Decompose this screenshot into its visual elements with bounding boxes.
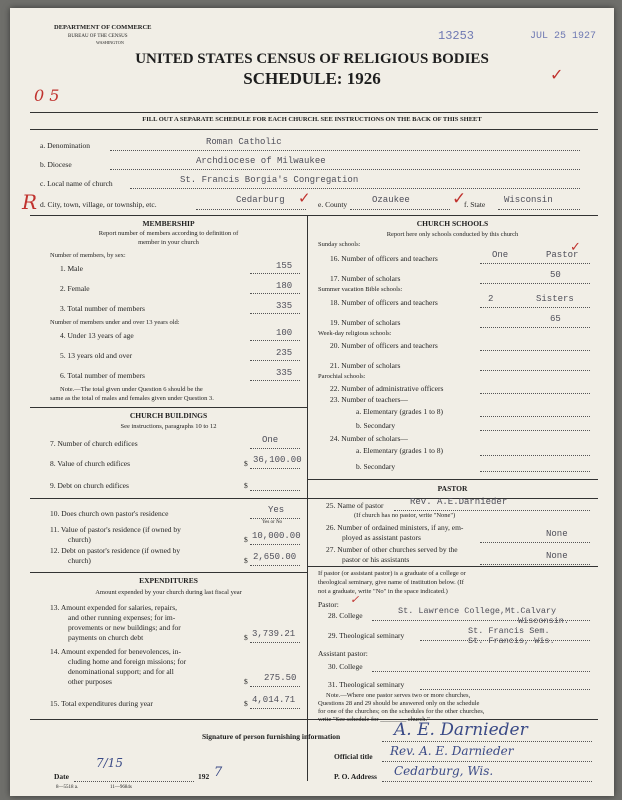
official-title-label: Official title <box>334 752 373 761</box>
fill-line <box>250 313 300 314</box>
q26-value: None <box>546 529 568 539</box>
dollar-sign: $ <box>244 633 248 642</box>
fill-line <box>250 468 300 469</box>
print-code: 11—9684s <box>110 785 132 790</box>
schools-subhead: Summer vacation Bible schools: <box>318 286 403 293</box>
schools-subhead: Parochial schools: <box>318 373 366 380</box>
schedule-title: SCHEDULE: 1926 <box>243 69 381 88</box>
membership-note: same as the total of males and females given under Question 3. <box>50 395 214 402</box>
q11-label: church) <box>68 535 91 544</box>
q12-label: 12. Debt on pastor's residence (if owned by <box>50 546 181 555</box>
diocese-label: b. Diocese <box>40 160 72 169</box>
received-date-stamp: JUL 25 1927 <box>530 31 597 42</box>
q31-label: 31. Theological seminary <box>328 680 405 689</box>
state-value: Wisconsin <box>504 195 553 205</box>
dollar-sign: $ <box>244 556 248 565</box>
county-value: Ozaukee <box>372 195 410 205</box>
check-mark-icon: ✓ <box>298 191 311 207</box>
fill-line <box>250 518 300 519</box>
q11-value: 10,000.00 <box>252 531 301 541</box>
fill-line <box>420 689 590 690</box>
q20-label: 20. Number of officers and teachers <box>330 341 438 350</box>
q16-extra: Pastor <box>546 250 579 260</box>
department-name: DEPARTMENT OF COMMERCE <box>54 24 152 31</box>
fill-line <box>196 209 306 210</box>
q5-value: 235 <box>276 348 293 358</box>
q10-hint: Yes or No <box>262 520 283 525</box>
city-name: WASHINGTON <box>96 40 124 45</box>
pastor-note: write "See schedule for ________ church." <box>318 716 430 723</box>
fill-line <box>130 188 580 189</box>
q14-label: denominational support; and for all <box>68 667 174 676</box>
fill-line <box>382 741 592 742</box>
q1-value: 155 <box>276 261 293 271</box>
fill-line <box>110 150 580 151</box>
fill-line <box>480 542 590 543</box>
check-mark-icon: ✓ <box>452 189 467 208</box>
q6-value: 335 <box>276 368 293 378</box>
fill-line <box>250 273 300 274</box>
q19-label: 19. Number of scholars <box>330 318 401 327</box>
form-title: UNITED STATES CENSUS OF RELIGIOUS BODIES <box>135 51 489 67</box>
q30-label: 30. College <box>328 662 363 671</box>
q8-value: 36,100.00 <box>253 455 302 465</box>
q29-value: St. Francis Sem. <box>468 626 550 636</box>
signature-value: A. E. Darnieder <box>394 720 528 740</box>
column-divider <box>307 215 308 485</box>
dollar-sign: $ <box>244 699 248 708</box>
membership-note: Note.—The total given under Question 6 should be the <box>60 386 203 393</box>
fill-line <box>480 283 590 284</box>
pastor-note: Questions 28 and 29 should be answered only on the schedule <box>318 700 480 707</box>
q28-value-cont: Wisconsin. <box>518 616 570 626</box>
check-mark-icon: ✓ <box>570 239 581 254</box>
print-code: 8—5518 a. <box>56 785 79 790</box>
q28-label: 28. College <box>328 611 363 620</box>
assistant-pastor-label: Assistant pastor: <box>318 649 368 658</box>
q25-hint: (If church has no pastor, write "None") <box>354 512 456 519</box>
q4-label: 4. Under 13 years of age <box>60 331 134 340</box>
fill-line <box>250 340 300 341</box>
fill-line <box>480 370 590 371</box>
check-mark-icon: ✓ <box>550 67 564 84</box>
divider <box>307 479 598 480</box>
q18-label: 18. Number of officers and teachers <box>330 298 438 307</box>
bureau-name: BUREAU OF THE CENSUS <box>68 34 128 39</box>
state-label: f. State <box>464 200 486 209</box>
denomination-label: a. Denomination <box>40 141 90 150</box>
q3-value: 335 <box>276 301 293 311</box>
fill-line <box>498 209 580 210</box>
fill-line <box>382 781 592 782</box>
schools-subhead: Week-day religious schools: <box>318 330 392 337</box>
fill-line <box>250 565 300 566</box>
q10-value: Yes <box>268 505 285 515</box>
q2-value: 180 <box>276 281 293 291</box>
expenditures-subheading: Amount expended by your church during last fiscal year <box>95 589 242 596</box>
q8-label: 8. Value of church edifices <box>50 459 131 468</box>
schools-intro: Report here only schools conducted by this church <box>386 231 519 238</box>
county-label: e. County <box>318 200 348 209</box>
q6-label: 6. Total number of members <box>60 371 145 380</box>
census-form-sheet <box>10 8 614 796</box>
schools-subhead: Sunday schools: <box>318 241 361 248</box>
fill-line <box>350 209 450 210</box>
divider <box>30 112 598 113</box>
expenditures-heading: EXPENDITURES <box>139 576 198 585</box>
membership-subhead: Number of members, by sex: <box>50 252 126 259</box>
membership-intro: member in your church <box>138 239 199 246</box>
fill-line <box>480 430 590 431</box>
q23-label: 23. Number of teachers— <box>330 395 408 404</box>
q29-value-cont: St. Francis, Wis. <box>468 636 555 646</box>
divider <box>30 129 598 130</box>
q12-label: church) <box>68 556 91 565</box>
q23a-label: a. Elementary (grades 1 to 8) <box>356 407 444 416</box>
date-value: 7/15 <box>96 756 123 770</box>
q27-label: 27. Number of other churches served by the <box>326 545 458 554</box>
q26-label: ployed as assistant pastors <box>342 533 421 542</box>
address-value: Cedarburg, Wis. <box>394 764 494 778</box>
q24b-label: b. Secondary <box>356 462 396 471</box>
q5-label: 5. 13 years old and over <box>60 351 133 360</box>
dollar-sign: $ <box>244 459 248 468</box>
date-label: Date <box>54 772 69 781</box>
fill-line <box>480 350 590 351</box>
q27-value: None <box>546 551 568 561</box>
q13-value: 3,739.21 <box>252 629 296 639</box>
q18-extra: Sisters <box>536 294 574 304</box>
dollar-sign: $ <box>244 677 248 686</box>
q14-label: cluding home and foreign missions; for <box>68 657 187 666</box>
q7-label: 7. Number of church edifices <box>50 439 138 448</box>
margin-code: 0 5 <box>34 86 60 105</box>
fill-line <box>480 263 590 264</box>
address-label: P. O. Address <box>334 772 377 781</box>
schools-heading: CHURCH SCHOOLS <box>416 219 489 228</box>
membership-heading: MEMBERSHIP <box>142 219 195 228</box>
fill-line <box>250 642 300 643</box>
pastor-heading: PASTOR <box>437 484 468 493</box>
fill-line <box>250 708 300 709</box>
q11-label: 11. Value of pastor's residence (if owned by <box>50 525 181 534</box>
buildings-heading: CHURCH BUILDINGS <box>129 411 208 420</box>
q13-label: provements or new buildings; and for <box>68 623 181 632</box>
year-value: 7 <box>214 765 223 780</box>
q4-value: 100 <box>276 328 293 338</box>
fill-line <box>480 416 590 417</box>
pastor-label: Pastor: <box>318 600 339 609</box>
q23b-label: b. Secondary <box>356 421 396 430</box>
fill-line <box>480 455 590 456</box>
q16-label: 16. Number of officers and teachers <box>330 254 438 263</box>
q13-label: and other running expenses; for im- <box>68 613 176 622</box>
fill-line <box>250 293 300 294</box>
church-name-label: c. Local name of church <box>40 179 113 188</box>
diocese-value: Archdiocese of Milwaukee <box>196 156 326 166</box>
fill-line <box>480 393 590 394</box>
margin-mark: R <box>22 190 38 214</box>
q9-label: 9. Debt on church edifices <box>50 481 129 490</box>
city-label: d. City, town, village, or township, etc. <box>40 200 157 209</box>
dollar-sign: $ <box>244 481 248 490</box>
q14-label: other purposes <box>68 677 112 686</box>
instruction-banner: FILL OUT A SEPARATE SCHEDULE FOR EACH CHURCH. SEE INSTRUCTIONS ON THE BACK OF THIS SHEET <box>142 116 482 123</box>
fill-line <box>250 544 300 545</box>
check-mark-icon: ✓ <box>350 594 360 606</box>
membership-subhead: Number of members under and over 13 years old: <box>50 319 180 326</box>
fill-line <box>250 490 300 491</box>
church-name-value: St. Francis Borgia's Congregation <box>180 175 359 185</box>
q22-label: 22. Number of administrative officers <box>330 384 444 393</box>
form-number-stamp: 13253 <box>438 29 475 43</box>
divider <box>30 407 307 408</box>
fill-line <box>250 360 300 361</box>
q12-value: 2,650.00 <box>253 552 297 562</box>
membership-intro: Report number of members according to definition of <box>98 230 239 237</box>
q13-label: 13. Amount expended for salaries, repairs, <box>50 603 178 612</box>
q3-label: 3. Total number of members <box>60 304 145 313</box>
q27-label: pastor or his assistants <box>342 555 410 564</box>
fill-line <box>480 471 590 472</box>
graduate-note: not a graduate, write "No" in the space indicated.) <box>318 588 448 595</box>
q1-label: 1. Male <box>60 264 83 273</box>
fill-line <box>382 761 592 762</box>
fill-line <box>480 307 590 308</box>
q21-label: 21. Number of scholars <box>330 361 401 370</box>
q7-value: One <box>262 435 279 445</box>
year-prefix: 192 <box>198 772 210 781</box>
q24a-label: a. Elementary (grades 1 to 8) <box>356 446 444 455</box>
fill-line <box>250 448 300 449</box>
fill-line <box>250 686 300 687</box>
q25-value: Rev. A.E.Darnieder <box>410 497 508 507</box>
q13-label: payments on church debt <box>68 633 144 642</box>
city-value: Cedarburg <box>236 195 285 205</box>
q16-value: One <box>492 250 509 260</box>
official-title-value: Rev. A. E. Darnieder <box>390 744 514 758</box>
q17-label: 17. Number of scholars <box>330 274 401 283</box>
q24-label: 24. Number of scholars— <box>330 434 408 443</box>
q14-value: 275.50 <box>264 673 297 683</box>
signature-label: Signature of person furnishing information <box>202 732 341 741</box>
q18-value: 2 <box>488 294 494 304</box>
graduate-note: theological seminary, give name of institution below. (If <box>318 579 464 586</box>
q14-label: 14. Amount expended for benevolences, in- <box>50 647 182 656</box>
q15-value: 4,014.71 <box>252 695 296 705</box>
denomination-value: Roman Catholic <box>206 137 282 147</box>
fill-line <box>480 564 590 565</box>
pastor-note: Note.—Where one pastor serves two or more churches, <box>326 692 471 699</box>
divider <box>30 572 307 573</box>
q25-label: 25. Name of pastor <box>326 501 384 510</box>
pastor-note: for one of the churches; on the schedules for the other churches, <box>318 708 485 715</box>
fill-line <box>250 380 300 381</box>
divider <box>30 215 598 216</box>
fill-line <box>394 510 590 511</box>
divider <box>307 566 598 567</box>
q2-label: 2. Female <box>60 284 90 293</box>
q28-value: St. Lawrence College,Mt.Calvary <box>398 606 557 616</box>
graduate-note: If pastor (or assistant pastor) is a graduate of a college or <box>318 570 466 577</box>
q17-value: 50 <box>550 270 561 280</box>
q10-label: 10. Does church own pastor's residence <box>50 509 169 518</box>
q15-label: 15. Total expenditures during year <box>50 699 153 708</box>
dollar-sign: $ <box>244 535 248 544</box>
q29-label: 29. Theological seminary <box>328 631 405 640</box>
fill-line <box>480 327 590 328</box>
q19-value: 65 <box>550 314 561 324</box>
fill-line <box>110 169 580 170</box>
fill-line <box>74 781 194 782</box>
buildings-subheading: See instructions, paragraphs 10 to 12 <box>120 423 217 430</box>
fill-line <box>372 671 590 672</box>
q26-label: 26. Number of ordained ministers, if any, em- <box>326 523 464 532</box>
divider <box>30 498 598 499</box>
